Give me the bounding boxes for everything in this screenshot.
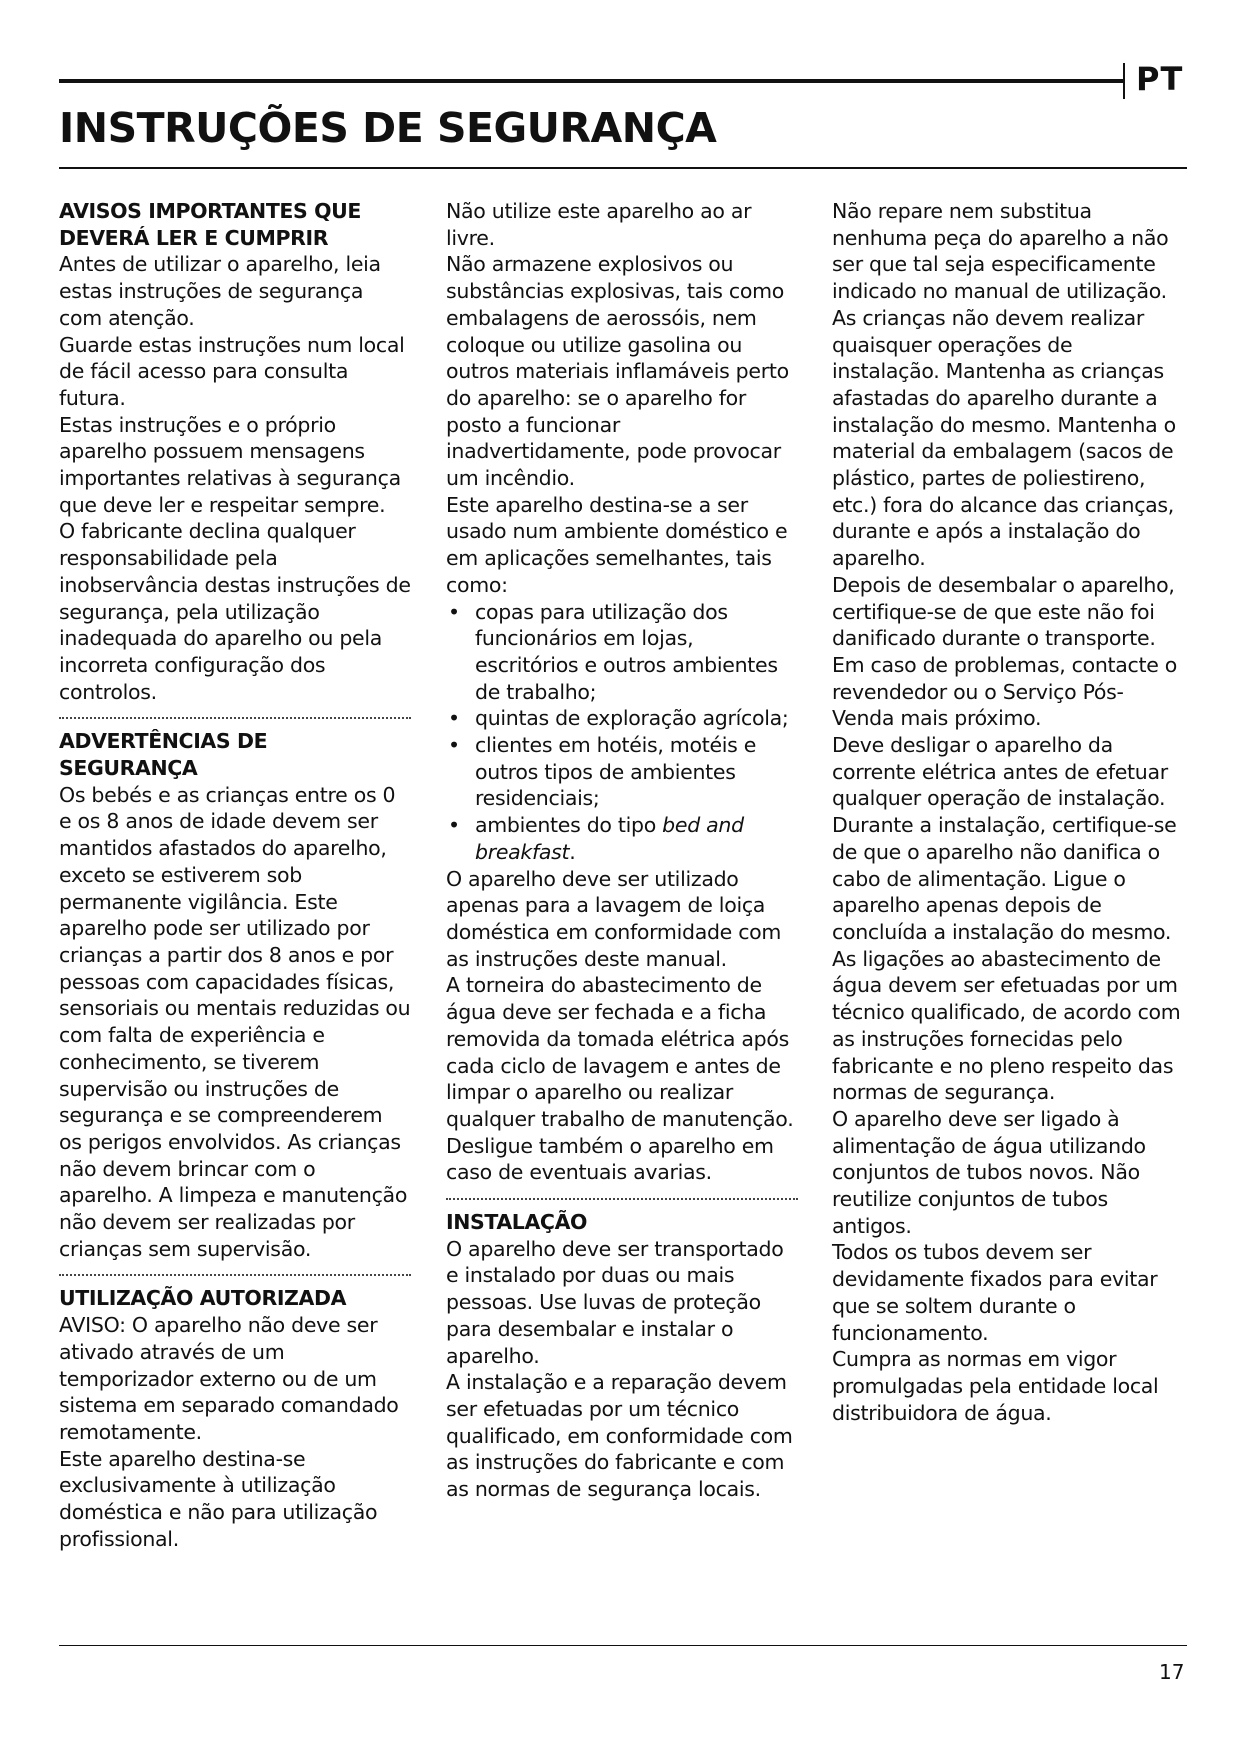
paragraph: A instalação e a reparação devem ser efetuadas por um técnico qualificado, em conformidade com as instruções do fabricante e com as normas de segurança locais.: [446, 1370, 793, 1502]
paragraph: Não repare nem substitua nenhuma peça do aparelho a não ser que tal seja especificamente indicado no manual de utilização.: [832, 199, 1169, 304]
section-heading-important-warnings: AVISOS IMPORTANTES QUE DEVERÁ LER E CUMPRIR: [59, 199, 361, 250]
bullet-list: [446, 599, 798, 866]
paragraph: As crianças não devem realizar quaisquer operações de instalação. Mantenha as crianças afastadas do aparelho durante a instalação do mesmo. Mantenha o material da embalagem (sacos de plástico, partes de poliestireno, etc.) fora do alcance das crianças, durante e após a instalação do aparelho.: [832, 305, 1176, 571]
paragraph: Guarde estas instruções num local de fácil acesso para consulta futura.: [59, 332, 405, 410]
list-item-text: .: [569, 839, 576, 864]
paragraph: O aparelho deve ser utilizado apenas para a lavagem de loiça doméstica em conformidade com as instruções deste manual.: [446, 866, 782, 971]
paragraph: As ligações ao abastecimento de água devem ser efetuadas por um técnico qualificado, de acordo com as instruções fornecidas pelo fabricante e no pleno respeito das normas de segurança.: [832, 946, 1181, 1105]
section-heading-authorized-use: UTILIZAÇÃO AUTORIZADA: [59, 1286, 347, 1311]
dotted-divider: [59, 1274, 411, 1276]
dotted-divider: [59, 717, 411, 719]
list-item: [446, 812, 798, 865]
paragraph: Deve desligar o aparelho da corrente elétrica antes de efetuar qualquer operação de instalação.: [832, 733, 1168, 811]
footer-rule: [59, 1645, 1187, 1646]
title-rule: [59, 167, 1187, 169]
header-top-rule: [59, 79, 1123, 83]
paragraph: O aparelho deve ser transportado e instalado por duas ou mais pessoas. Use luvas de proteção para desembalar e instalar o aparelho.: [446, 1236, 784, 1368]
section-heading-installation: INSTALAÇÃO: [446, 1210, 588, 1235]
paragraph: Todos os tubos devem ser devidamente fixados para evitar que se soltem durante o funcionamento.: [832, 1240, 1158, 1345]
language-code: PT: [1136, 60, 1184, 98]
paragraph: Durante a instalação, certifique-se de que o aparelho não danifica o cabo de alimentação. Ligue o aparelho apenas depois de concluída a instalação do mesmo.: [832, 813, 1177, 944]
paragraph: Não armazene explosivos ou substâncias explosivas, tais como embalagens de aerossóis, nem coloque ou utilize gasolina ou outros materiais inflamáveis perto do aparelho: se o aparelho for posto a funcionar inadvertidamente, pode provocar um incêndio.: [446, 252, 789, 491]
paragraph: Desligue também o aparelho em caso de eventuais avarias.: [446, 1133, 774, 1185]
paragraph: Não utilize este aparelho ao ar livre.: [446, 199, 752, 250]
paragraph: Cumpra as normas em vigor promulgadas pela entidade local distribuidora de água.: [832, 1347, 1159, 1425]
dotted-divider: [446, 1198, 798, 1200]
list-item: • copas para utilização dos funcionários em lojas, escritórios e outros ambientes de trabalho;: [446, 599, 798, 706]
column-left: [59, 198, 411, 1552]
paragraph: Este aparelho destina-se exclusivamente à utilização doméstica e não para utilização profissional.: [59, 1446, 378, 1551]
list-item-text: ambientes do tipo: [475, 813, 663, 838]
column-right: [832, 198, 1184, 1426]
header-language-divider: [1123, 63, 1125, 99]
paragraph: AVISO: O aparelho não deve ser ativado através de um temporizador externo ou de um sistema em separado comandado remotamente.: [59, 1313, 399, 1444]
list-item-italic-text: bed and breakfast: [475, 813, 744, 864]
column-middle: [446, 198, 798, 1503]
page-number: 17: [1159, 1660, 1185, 1684]
paragraph: O aparelho deve ser ligado à alimentação de água utilizando conjuntos de tubos novos. Não reutilize conjuntos de tubos antigos.: [832, 1106, 1146, 1238]
paragraph: Antes de utilizar o aparelho, leia estas instruções de segurança com atenção.: [59, 252, 381, 330]
paragraph: Depois de desembalar o aparelho, certifique-se de que este não foi danificado durante o transporte. Em caso de problemas, contacte o revendedor ou o Serviço Pós-Venda mais próximo.: [832, 572, 1178, 731]
paragraph: Este aparelho destina-se a ser usado num ambiente doméstico e em aplicações semelhantes, tais como:: [446, 492, 788, 597]
section-heading-safety-warnings: ADVERTÊNCIAS DE SEGURANÇA: [59, 729, 268, 781]
page-title: INSTRUÇÕES DE SEGURANÇA: [59, 104, 717, 152]
paragraph: O fabricante declina qualquer responsabilidade pela inobservância destas instruções de segurança, pela utilização inadequada do aparelho ou pela incorreta configuração dos controlos.: [59, 519, 411, 704]
paragraph: Estas instruções e o próprio aparelho possuem mensagens importantes relativas à segurança que deve ler e respeitar sempre.: [59, 412, 401, 517]
paragraph: Os bebés e as crianças entre os 0 e os 8 anos de idade devem ser mantidos afastados do aparelho, exceto se estiverem sob permanente vigilância. Este aparelho pode ser utilizado por crianças a partir dos 8 anos e por pessoas com capacidades físicas, sensoriais ou mentais reduzidas ou com falta de experiência e conhecimento, se tiverem supervisão ou instruções de segurança e se compreenderem os perigos envolvidos. As crianças não devem brincar com o aparelho. A limpeza e manutenção não devem ser realizadas por crianças sem supervisão.: [59, 782, 411, 1261]
list-item: • quintas de exploração agrícola;: [446, 705, 798, 732]
paragraph: A torneira do abastecimento de água deve ser fechada e a ficha removida da tomada elétrica após cada ciclo de lavagem e antes de limpar o aparelho ou realizar qualquer trabalho de manutenção.: [446, 973, 794, 1131]
list-item: • clientes em hotéis, motéis e outros tipos de ambientes residenciais;: [446, 732, 798, 812]
